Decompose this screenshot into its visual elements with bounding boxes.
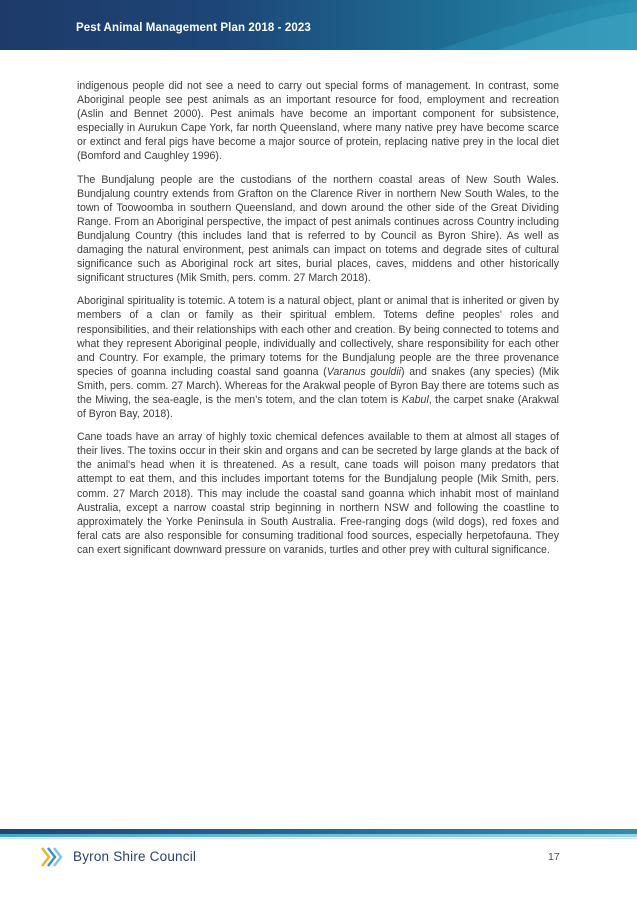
paragraph-text-part: ) and snakes (any species) (Mik Smith, pers. comm. 27 March). Whereas for the Arakwal people of Byron Bay there are totems such as the Miwing, the sea-eagle, is the men's totem, and the clan totem is (77, 365, 559, 406)
paragraph-cane-toads: Cane toads have an array of highly toxic chemical defences available to them at almost all stages of their lives. The toxins occur in their skin and organs and can be secreted by large glands at the back of the animal's head when it is threatened. As a result, cane toads will poison many predators that attempt to eat them, and this includes important totems for the Bundjalung people (Mik Smith, pers. comm. 27 March 2018). This may include the coastal sand goanna which inhabit most of mainland Australia, except a narrow coastal strip beginning in northern NSW and following the coastline to approximately the Yorke Peninsula in South Australia. Free-ranging dogs (wild dogs), red foxes and feral cats are also responsible for consuming traditional food sources, especially herpetofauna. They can exert significant downward pressure on varanids, turtles and other prey with cultural significance. (77, 431, 559, 556)
paragraph-bundjalung-country: The Bundjalung people are the custodians of the northern coastal areas of New South Wales. Bundjalung country extends from Grafton on the Clarence River in northern New South Wales, to the town of Toowoomba in southern Queensland, and down around the other side of the Great Dividing Range. From an Aboriginal perspective, the impact of pest animals continues across Country including Bundjalung Country (this includes land that is referred to by Council as Byron Shire). As well as damaging the natural environment, pest animals can impact on totems and degrade sites of cultural significance such as Aboriginal rock art sites, burial places, caves, middens and other historically significant structures (Mik Smith, pers. comm. 27 March 2018). (77, 173, 559, 285)
footer-stripe (0, 829, 637, 843)
document-title: Pest Animal Management Plan 2018 - 2023 (76, 22, 311, 34)
header-wave-decoration (377, 0, 637, 50)
footer-stripe-light (0, 834, 637, 837)
byron-shire-chevron-logo-icon (40, 846, 68, 868)
paragraph-text-part: , the carpet snake (Arakwal of Byron Bay, 2018). (77, 393, 559, 421)
totem-name-italic: Kabul (401, 393, 429, 406)
paragraph-totemic-spirituality (77, 294, 559, 421)
footer-stripe-thin (0, 838, 637, 839)
paragraph-pest-resources: indigenous people did not see a need to carry out special forms of management. In contrast, some Aboriginal people see pest animals as an important resource for food, employment and recreation (Aslin and Bennet 2000). Pest animals have become an important component for subsistence, especially in Aurukun Cape York, far north Queensland, where many native prey have become scarce or extinct and feral pigs have become a major source of protein, replacing native prey in the local diet (Bomford and Caughley 1996). (77, 80, 559, 163)
species-name-italic: Varanus gouldii (326, 365, 402, 378)
council-name: Byron Shire Council (73, 849, 197, 864)
paragraph-text-part: Aboriginal spirituality is totemic. A totem is a natural object, plant or animal that is inherited or given by members of a clan or family as their spiritual emblem. Totems define peoples' roles and responsibilities, and their relationships with each other and creation. By being connected to totems and what they represent Aboriginal people, individually and collectively, share responsibility for each other and Country. For example, the primary totems for the Bundjalung people are the three provenance species of goanna including coastal sand goanna ( (77, 295, 559, 378)
body-text (77, 79, 559, 566)
page-header-banner (0, 0, 637, 50)
page-number: 17 (548, 851, 560, 863)
